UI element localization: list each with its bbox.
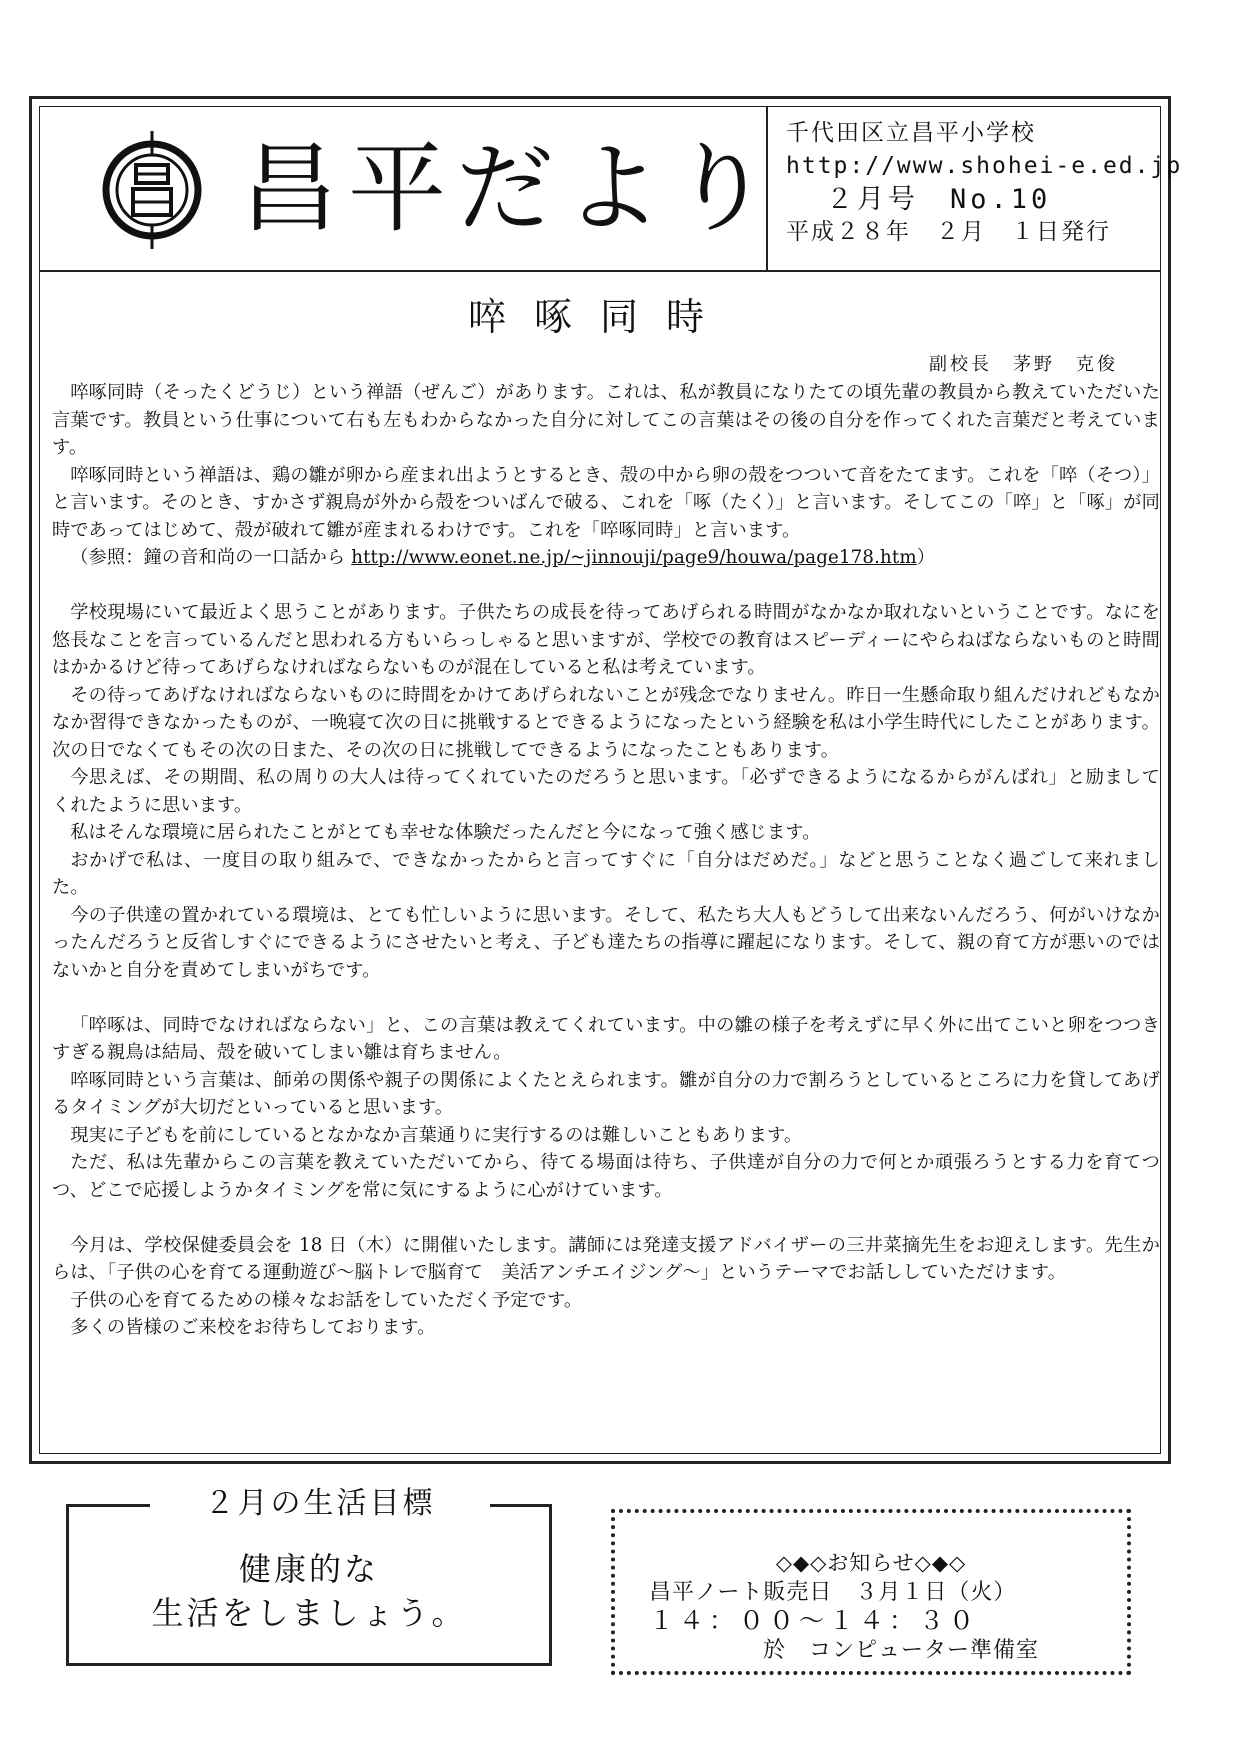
paragraph: 啐啄同時（そったくどうじ）という禅語（ぜんご）があります。これは、私が教員になりたての頃先輩の教員から教えていただいた言葉です。教員という仕事について右も左もわからなかった自分に対してこの言葉はその後の自分を作ってくれた言葉だと考えています。	[52, 382, 1160, 458]
masthead-title: 昌平だより	[240, 132, 781, 246]
paragraph: おかげで私は、一度目の取り組みで、できなかったからと言ってすぐに「自分はだめだ。」などと思うことなく過ごして来れました。	[52, 849, 1160, 898]
paragraph: 子供の心を育てるための様々なお話をしていただく予定です。	[70, 1289, 583, 1311]
notice-sale-time: １４：００～１４：３０	[649, 1606, 980, 1635]
reference-prefix: （参照：鐘の音和尚の一口話から	[70, 547, 346, 568]
notice-location: 於 コンピューター準備室	[763, 1638, 1040, 1663]
issue-number: ２月号 No.10	[826, 184, 1052, 215]
monthly-goal-box	[66, 1504, 552, 1666]
article-title: 啐啄同時	[467, 295, 732, 339]
article-body	[52, 379, 1160, 1342]
newsletter-frame	[29, 96, 1183, 1464]
reference-link[interactable]: http://www.eonet.ne.jp/~jinnouji/page9/houwa/page178.htm	[351, 547, 917, 568]
paragraph: 私はそんな環境に居られたことがとても幸せな体験だったんだと今になって強く感じます。	[70, 822, 821, 843]
goal-line-1: 健康的な	[238, 1550, 379, 1588]
paragraph: 多くの皆様のご来校をお待ちしております。	[70, 1317, 436, 1338]
reference-suffix: ）	[916, 547, 936, 568]
paragraph: 啐啄同時という禅語は、鶏の雛が卵から産まれ出ようとするとき、殻の中から卵の殻をつついて音をたてます。これを「啐（そつ）」と言います。そのとき、すかさず親鳥が外から殻をついばんで破る、これを「啄（たく）」と言います。そしてこの「啐」と「啄」が同時であってはじめて、殻が破れて雛が産まれるわけです。これを「啐啄同時」と言います。	[52, 464, 1160, 541]
school-info	[766, 107, 1183, 270]
masthead-header	[40, 107, 1183, 272]
goal-line-2: 生活をしましょう。	[151, 1594, 467, 1632]
newsletter-inner-frame	[39, 106, 1183, 1454]
paragraph: 今の子供達の置かれている環境は、とても忙しいように思います。そして、私たち大人もどうして出来ないんだろう、何がいけなかったんだろうと反省しすぐにできるようにさせたいと考え、子ども達たちの指導に躍起になります。そして、親の育て方が悪いのではないかと自分を責めてしまいがちです。	[52, 904, 1160, 981]
paragraph: 今月は、学校保健委員会を 18 日（木）に開催いたします。講師には発達支援アドバイザーの三井菜摘先生をお迎えします。先生からは、「子供の心を育てる運動遊び～脳トレで脳育て 美活アンチエイジング～」というテーマでお話ししていただけます。	[52, 1234, 1160, 1283]
school-emblem-icon	[100, 131, 204, 249]
monthly-goal-title: ２月の生活目標	[150, 1484, 490, 1524]
paragraph: その待ってあげなければならないものに時間をかけてあげられないことが残念でなりません。昨日一生懸命取り組んだけれどもなかなか習得できなかったものが、一晩寝て次の日に挑戦するとできるようになったという経験を私は小学生時代にしたことがあります。次の日でなくてもその次の日また、その次の日に挑戦してできるようになったこともあります。	[52, 684, 1160, 761]
notice-sale-date: 昌平ノート販売日 ３月１日（火）	[649, 1580, 1017, 1605]
paragraph: 「啐啄は、同時でなければならない」と、この言葉は教えてくれています。中の雛の様子を考えずに早く外に出てこいと卵をつつきすぎる親鳥は結局、殻を破いてしまい雛は育ちません。	[52, 1014, 1160, 1063]
paragraph: 啐啄同時という言葉は、師弟の関係や親子の関係によくたとえられます。雛が自分の力で割ろうとしているところに力を貸してあげるタイミングが大切だといっていると思います。	[52, 1069, 1160, 1118]
notice-box	[611, 1509, 1131, 1675]
notice-title: ◇◆◇お知らせ◇◆◇	[775, 1551, 967, 1575]
paragraph: 今思えば、その期間、私の周りの大人は待ってくれていたのだろうと思います。「必ずできるようになるからがんばれ」と励ましてくれたように思います。	[52, 767, 1160, 816]
article-byline: 副校長 茅野 克俊	[929, 354, 1118, 375]
paragraph: 現実に子どもを前にしているとなかなか言葉通りに実行するのは難しいこともあります。	[70, 1124, 803, 1146]
paragraph: 学校現場にいて最近よく思うことがあります。子供たちの成長を待ってあげられる時間がなかなか取れないということです。なにを悠長なことを言っているんだと思われる方もいらっしゃると思いますが、学校での教育はスピーディーにやらねばならないものと時間はかかるけど待ってあげらなければならないものが混在していると私は考えています。	[52, 602, 1160, 678]
school-website[interactable]: http://www.shohei-e.ed.jp	[786, 153, 1183, 179]
issue-date: 平成２８年 ２月 １日発行	[786, 219, 1111, 245]
school-name: 千代田区立昌平小学校	[786, 120, 1036, 146]
reference-line	[52, 544, 1160, 572]
paragraph: ただ、私は先輩からこの言葉を教えていただいてから、待てる場面は待ち、子供達が自分の力で何とか頑張ろうとする力を育てつつ、どこで応援しようかタイミングを常に気にするように心がけています。	[52, 1152, 1160, 1201]
monthly-goal-text	[69, 1547, 549, 1635]
